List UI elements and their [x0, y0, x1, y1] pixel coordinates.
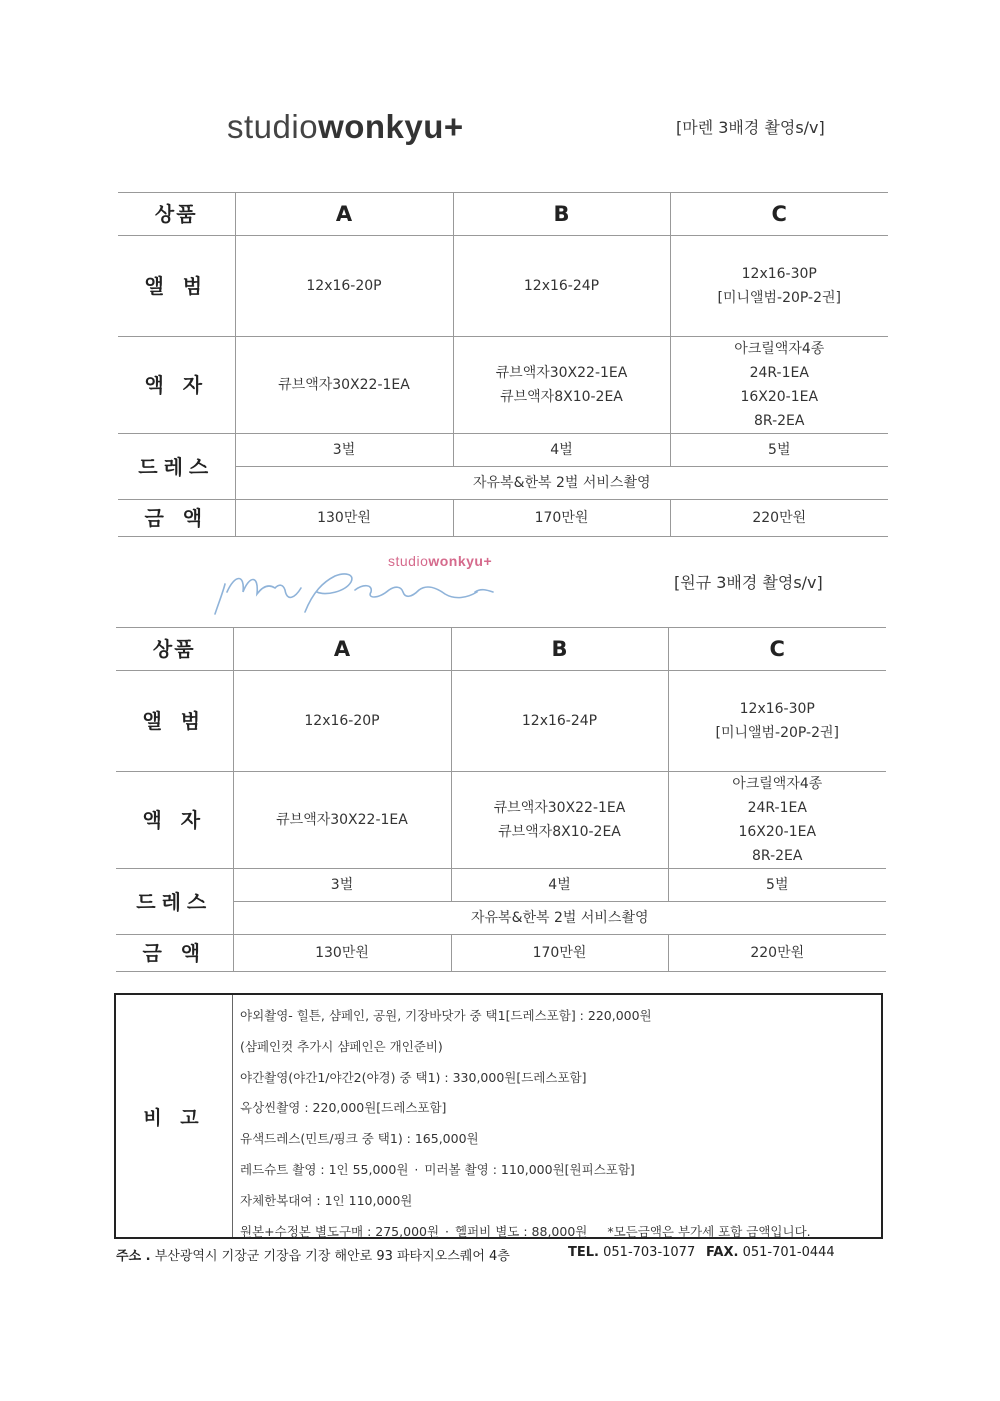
tel-number: 051-703-1077: [603, 1245, 696, 1260]
dress-a: 3벌: [235, 434, 453, 467]
section1-title: [마렌 3배경 촬영s/v]: [676, 118, 825, 137]
notes-list: [240, 1001, 811, 1247]
maren-script-logo: [205, 562, 515, 622]
frame-c-line2: 24R-1EA: [747, 800, 807, 816]
footer: [116, 1245, 835, 1264]
sub-logo-part1: studio: [388, 553, 429, 569]
note-mirrorball: 미러볼 촬영 : 110,000원[원피스포함]: [424, 1161, 635, 1177]
note-original: 원본+수정본 별도구매 : 275,000원: [240, 1223, 440, 1239]
note-item: 야간촬영(야간1/야간2(야경) 중 택1) : 330,000원[드레스포함]: [240, 1069, 587, 1085]
col-head-b: B: [451, 628, 668, 671]
dress-b: 4벌: [453, 434, 670, 467]
frame-c: [668, 772, 886, 869]
note-item: 야외촬영- 힐튼, 샴페인, 공원, 기장바닷가 중 택1[드레스포함] : 220,000원: [240, 1008, 652, 1023]
row-label-product: 상품: [116, 628, 233, 671]
tel: [568, 1245, 695, 1260]
fax-number: 051-701-0444: [742, 1245, 835, 1260]
col-head-a: A: [233, 628, 451, 671]
album-c-line2: [미니앨범-20P-2권]: [715, 725, 839, 741]
album-a: 12x16-20P: [235, 236, 453, 337]
note-item: (샴페인컷 추가시 샴페인은 개인준비): [240, 1038, 443, 1054]
frame-b-line1: 큐브액자30X22-1EA: [493, 800, 626, 816]
dress-service: 자유복&한복 2벌 서비스촬영: [233, 902, 886, 935]
row-label-album: 앨 범: [118, 236, 235, 337]
studio-logo: [227, 108, 464, 146]
row-label-dress: 드레스: [118, 434, 235, 500]
frame-b-line2: 큐브액자8X10-2EA: [500, 389, 623, 405]
notes-box: [114, 993, 883, 1239]
frame-a: 큐브액자30X22-1EA: [235, 337, 453, 434]
frame-b: [453, 337, 670, 434]
logo-part2: wonkyu+: [318, 108, 464, 145]
album-c-line1: 12x16-30P: [739, 701, 815, 717]
frame-c-line2: 24R-1EA: [749, 365, 809, 381]
album-b: 12x16-24P: [453, 236, 670, 337]
album-c-line1: 12x16-30P: [741, 266, 817, 282]
note-item: 자체한복대여 : 1인 110,000원: [240, 1192, 413, 1208]
album-a: 12x16-20P: [233, 671, 451, 772]
col-head-c: C: [668, 628, 886, 671]
amount-a: 130만원: [233, 935, 451, 972]
price-table-2: [116, 627, 886, 972]
amount-c: 220만원: [668, 935, 886, 972]
amount-b: 170만원: [451, 935, 668, 972]
frame-b: [451, 772, 668, 869]
row-label-album: 앨 범: [116, 671, 233, 772]
dress-service: 자유복&한복 2벌 서비스촬영: [235, 467, 888, 500]
row-label-frame: 액 자: [118, 337, 235, 434]
amount-b: 170만원: [453, 500, 670, 537]
frame-c-line4: 8R-2EA: [752, 848, 803, 864]
album-c-line2: [미니앨범-20P-2권]: [717, 290, 841, 306]
frame-c-line1: 아크릴액자4종: [732, 776, 823, 792]
dress-b: 4벌: [451, 869, 668, 902]
row-label-frame: 액 자: [116, 772, 233, 869]
frame-c: [670, 337, 888, 434]
frame-a: 큐브액자30X22-1EA: [233, 772, 451, 869]
tel-label: TEL.: [568, 1245, 599, 1260]
frame-c-line3: 16X20-1EA: [740, 389, 819, 405]
notes-label: 비 고: [116, 995, 233, 1237]
frame-c-line1: 아크릴액자4종: [734, 341, 825, 357]
dress-c: 5벌: [668, 869, 886, 902]
note-vat: *모든금액은 부가세 포함 금액입니다.: [607, 1223, 811, 1239]
album-c: [668, 671, 886, 772]
row-label-amount: 금 액: [116, 935, 233, 972]
address-label: 주소 .: [116, 1249, 151, 1264]
fax: [706, 1245, 835, 1260]
album-b: 12x16-24P: [451, 671, 668, 772]
row-label-dress: 드레스: [116, 869, 233, 935]
note-item: 유색드레스(민트/핑크 중 택1) : 165,000원: [240, 1131, 479, 1147]
col-head-c: C: [670, 193, 888, 236]
frame-c-line4: 8R-2EA: [754, 413, 805, 429]
row-label-product: 상품: [118, 193, 235, 236]
price-table-1: [118, 192, 888, 537]
frame-c-line3: 16X20-1EA: [738, 824, 817, 840]
address: 부산광역시 기장군 기장읍 기장 해안로 93 파타지오스퀘어 4층: [154, 1249, 510, 1264]
logo-part1: studio: [227, 108, 319, 145]
amount-a: 130만원: [235, 500, 453, 537]
frame-b-line1: 큐브액자30X22-1EA: [495, 365, 628, 381]
dress-a: 3벌: [233, 869, 451, 902]
fax-label: FAX.: [706, 1245, 739, 1260]
note-redsuit: 레드슈트 촬영 : 1인 55,000원: [240, 1161, 409, 1177]
section2-title: [원규 3배경 촬영s/v]: [674, 573, 823, 592]
note-item: 레드슈트 촬영 : 1인 55,000원 · 미러볼 촬영 : 110,000원[원피스포함]: [240, 1161, 635, 1177]
album-c: [670, 236, 888, 337]
dress-c: 5벌: [670, 434, 888, 467]
note-item: 옥상씬촬영 : 220,000원[드레스포함]: [240, 1100, 447, 1116]
sub-logo-part2: wonkyu+: [428, 553, 493, 569]
frame-b-line2: 큐브액자8X10-2EA: [498, 824, 621, 840]
note-helper: 헬퍼비 별도 : 88,000원: [455, 1223, 588, 1239]
amount-c: 220만원: [670, 500, 888, 537]
note-item: 원본+수정본 별도구매 : 275,000원 · 헬퍼비 별도 : 88,000원 *모든금액은 부가세 포함 금액입니다.: [240, 1223, 811, 1239]
col-head-a: A: [235, 193, 453, 236]
row-label-amount: 금 액: [118, 500, 235, 537]
col-head-b: B: [453, 193, 670, 236]
